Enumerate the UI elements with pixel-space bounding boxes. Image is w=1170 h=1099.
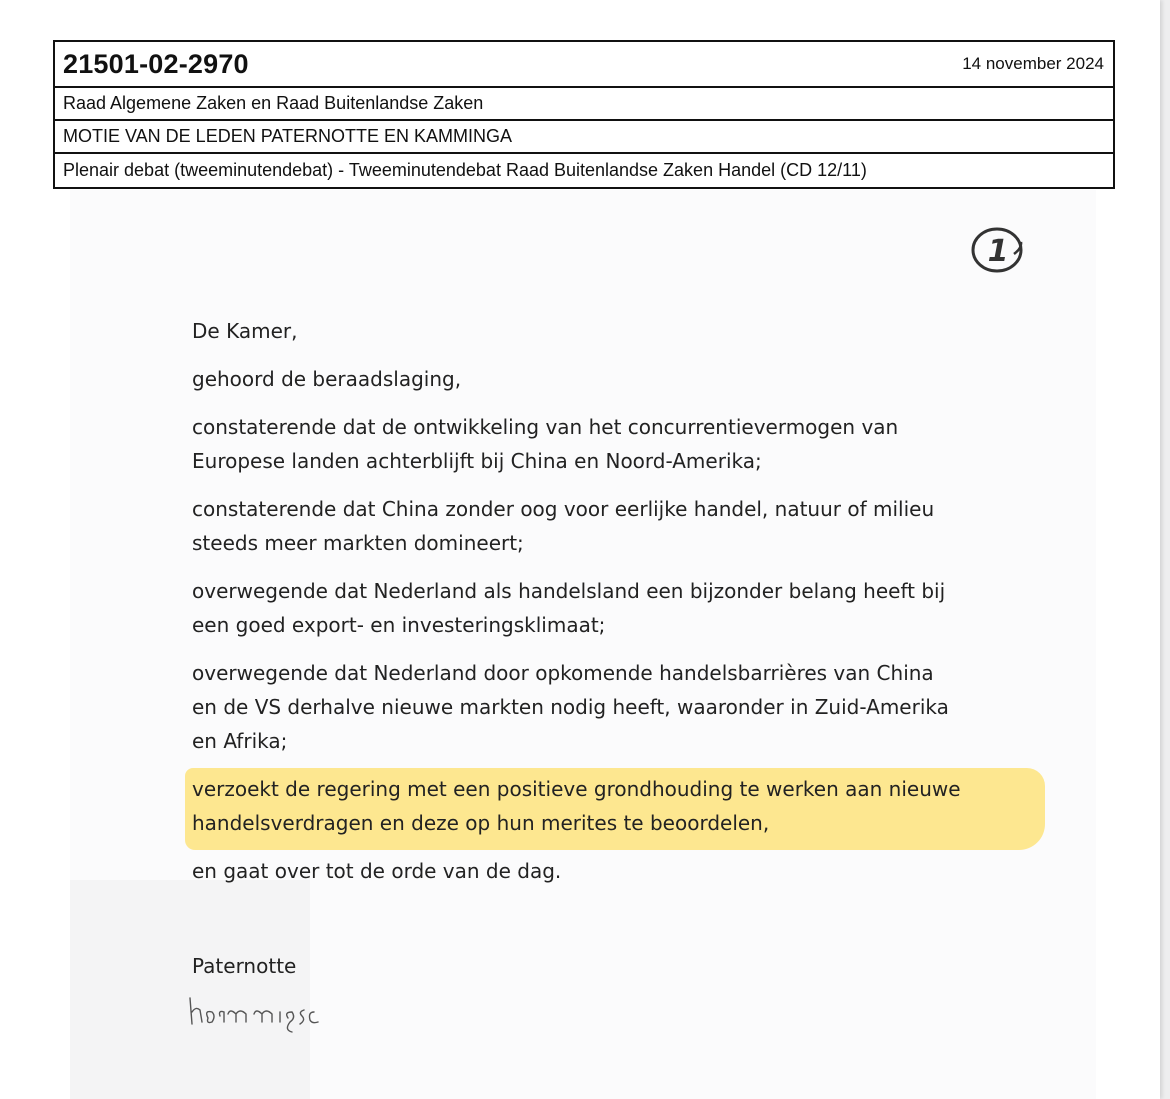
clause-line: en Afrika; [192, 729, 288, 753]
circled-page-number [968, 224, 1028, 276]
document-header-table [53, 40, 1115, 189]
whereas-clause-1 [192, 574, 982, 642]
committee-name: Raad Algemene Zaken en Raad Buitenlandse Zaken [63, 93, 484, 113]
clause-line: handelsverdragen en deze op hun merites te beoordelen, [192, 811, 770, 835]
clause-line: constaterende dat de ontwikkeling van het concurrentievermogen van [192, 415, 899, 439]
clause-line: verzoekt de regering met een positieve grondhouding te werken aan nieuwe [192, 777, 961, 801]
considering-clause-1 [192, 410, 982, 478]
clause-line: overwegende dat Nederland als handelsland een bijzonder belang heeft bij [192, 579, 946, 603]
clause-line: steeds meer markten domineert; [192, 531, 524, 555]
request-clause [192, 772, 982, 840]
document-number: 21501-02-2970 [63, 48, 249, 79]
handwritten-signature [184, 990, 334, 1040]
clause-line: en de VS derhalve nieuwe markten nodig heeft, waaronder in Zuid-Amerika [192, 695, 949, 719]
clause-line: Europese landen achterblijft bij China en Noord-Amerika; [192, 449, 762, 473]
debate-description: Plenair debat (tweeminutendebat) - Tweeminutendebat Raad Buitenlandse Zaken Handel (CD 12/11) [63, 160, 867, 180]
motion-title: MOTIE VAN DE LEDEN PATERNOTTE EN KAMMINGA [63, 126, 513, 146]
salutation: De Kamer, [192, 319, 298, 343]
page-number-value: 1 [987, 234, 1009, 269]
closing-clause: en gaat over tot de orde van de dag. [192, 859, 562, 883]
header-row-title [55, 121, 1113, 154]
considering-clause-2 [192, 492, 982, 560]
header-row-committee [55, 88, 1113, 121]
document-date: 14 november 2024 [962, 54, 1104, 73]
signatory-name: Paternotte [192, 954, 297, 978]
clause-line: constaterende dat China zonder oog voor eerlijke handel, natuur of milieu [192, 497, 935, 521]
whereas-clause-2 [192, 656, 982, 758]
header-row-number [55, 42, 1113, 88]
clause-line: een goed export- en investeringsklimaat; [192, 613, 606, 637]
header-row-debate [55, 154, 1113, 187]
heard-clause: gehoord de beraadslaging, [192, 367, 462, 391]
clause-line: overwegende dat Nederland door opkomende handelsbarrières van China [192, 661, 934, 685]
